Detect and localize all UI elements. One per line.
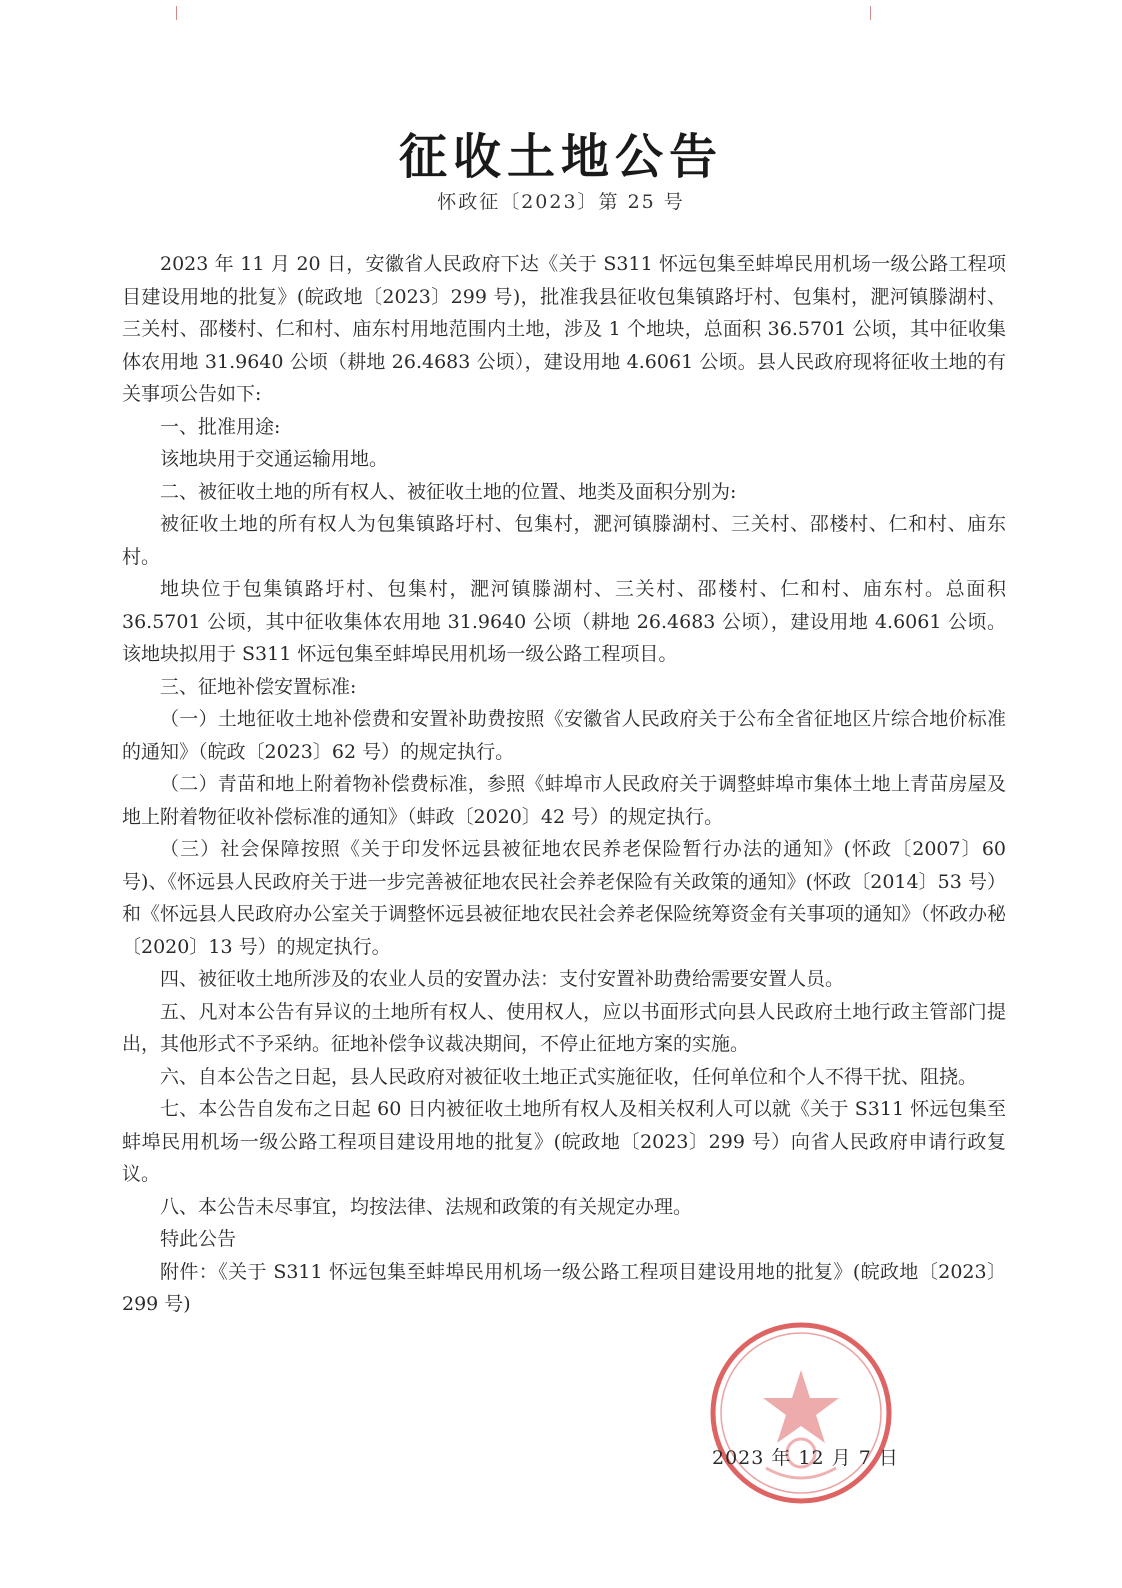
section-heading-5: 五、凡对本公告有异议的土地所有权人、使用权人，应以书面形式向县人民政府土地行政主管部门提出，其他形式不予采纳。征地补偿争议裁决期间，不停止征地方案的实施。	[122, 1000, 1006, 1055]
section-heading-3: 三、征地补偿安置标准:	[160, 675, 357, 698]
paragraph-intro: 2023 年 11 月 20 日，安徽省人民政府下达《关于 S311 怀远包集至蚌埠民用机场一级公路工程项目建设用地的批复》(皖政地〔2023〕299 号)，批准我县征收包集镇路圩村、包集村，淝河镇滕湖村、三关村、邵楼村、仁和村、庙东村用地范围内土地，涉及 1 个地块，总面积 36.5701 公顷，其中征收集体农用地 31.9640 公顷（耕地 26.4683 公顷），建设用地 4.6061 公顷。县人民政府现将征收土地的有关事项公告如下:	[122, 253, 1006, 405]
section-heading-1: 一、批准用途:	[160, 415, 281, 438]
document-body	[122, 248, 1006, 1321]
document-number: 怀政征〔2023〕第 25 号	[437, 191, 685, 213]
scan-mark	[870, 6, 871, 20]
paragraph: （二）青苗和地上附着物补偿费标准，参照《蚌埠市人民政府关于调整蚌埠市集体土地上青苗房屋及地上附着物征收补偿标准的通知》（蚌政〔2020〕42 号）的规定执行。	[122, 773, 1006, 828]
section-heading-4: 四、被征收土地所涉及的农业人员的安置办法：支付安置补助费给需要安置人员。	[160, 968, 845, 990]
paragraph: （三）社会保障按照《关于印发怀远县被征地农民养老保险暂行办法的通知》(怀政〔2007〕60 号)、《怀远县人民政府关于进一步完善被征地农民社会养老保险有关政策的通知》(怀政〔2014〕53 号）和《怀远县人民政府办公室关于调整怀远县被征地农民社会养老保险统筹资金有关事项的通知》（怀政办秘〔2020〕13 号）的规定执行。	[122, 838, 1006, 958]
paragraph: 被征收土地的所有权人为包集镇路圩村、包集村，淝河镇滕湖村、三关村、邵楼村、仁和村、庙东村。	[122, 513, 1006, 568]
section-heading-6: 六、自本公告之日起，县人民政府对被征收土地正式实施征收，任何单位和个人不得干扰、阻挠。	[160, 1065, 978, 1088]
official-seal-icon	[706, 1318, 896, 1508]
paragraph: 该地块用于交通运输用地。	[160, 448, 389, 470]
attachment-note: 附件：《关于 S311 怀远包集至蚌埠民用机场一级公路工程项目建设用地的批复》(皖政地〔2023〕299 号)	[122, 1260, 1006, 1315]
section-heading-7: 七、本公告自发布之日起 60 日内被征收土地所有权人及相关权利人可以就《关于 S311 怀远包集至蚌埠民用机场一级公路工程项目建设用地的批复》(皖政地〔2023〕299 号）向省人民政府申请行政复议。	[122, 1098, 1006, 1185]
page-title: 征收土地公告	[398, 129, 723, 185]
paragraph: （一）土地征收土地补偿费和安置补助费按照《安徽省人民政府关于公布全省征地区片综合地价标准的通知》（皖政〔2023〕62 号）的规定执行。	[122, 708, 1006, 763]
closing-statement: 特此公告	[160, 1228, 237, 1250]
paragraph: 地块位于包集镇路圩村、包集村，淝河镇滕湖村、三关村、邵楼村、仁和村、庙东村。总面积 36.5701 公顷，其中征收集体农用地 31.9640 公顷（耕地 26.4683 公顷），建设用地 4.6061 公顷。该地块拟用于 S311 怀远包集至蚌埠民用机场一级公路工程项目。	[122, 578, 1006, 665]
section-heading-2: 二、被征收土地的所有权人、被征收土地的位置、地类及面积分别为:	[160, 480, 737, 503]
scan-mark	[176, 6, 177, 20]
section-heading-8: 八、本公告未尽事宜，均按法律、法规和政策的有关规定办理。	[160, 1195, 693, 1218]
issue-date: 2023 年 12 月 7 日	[712, 1447, 899, 1469]
